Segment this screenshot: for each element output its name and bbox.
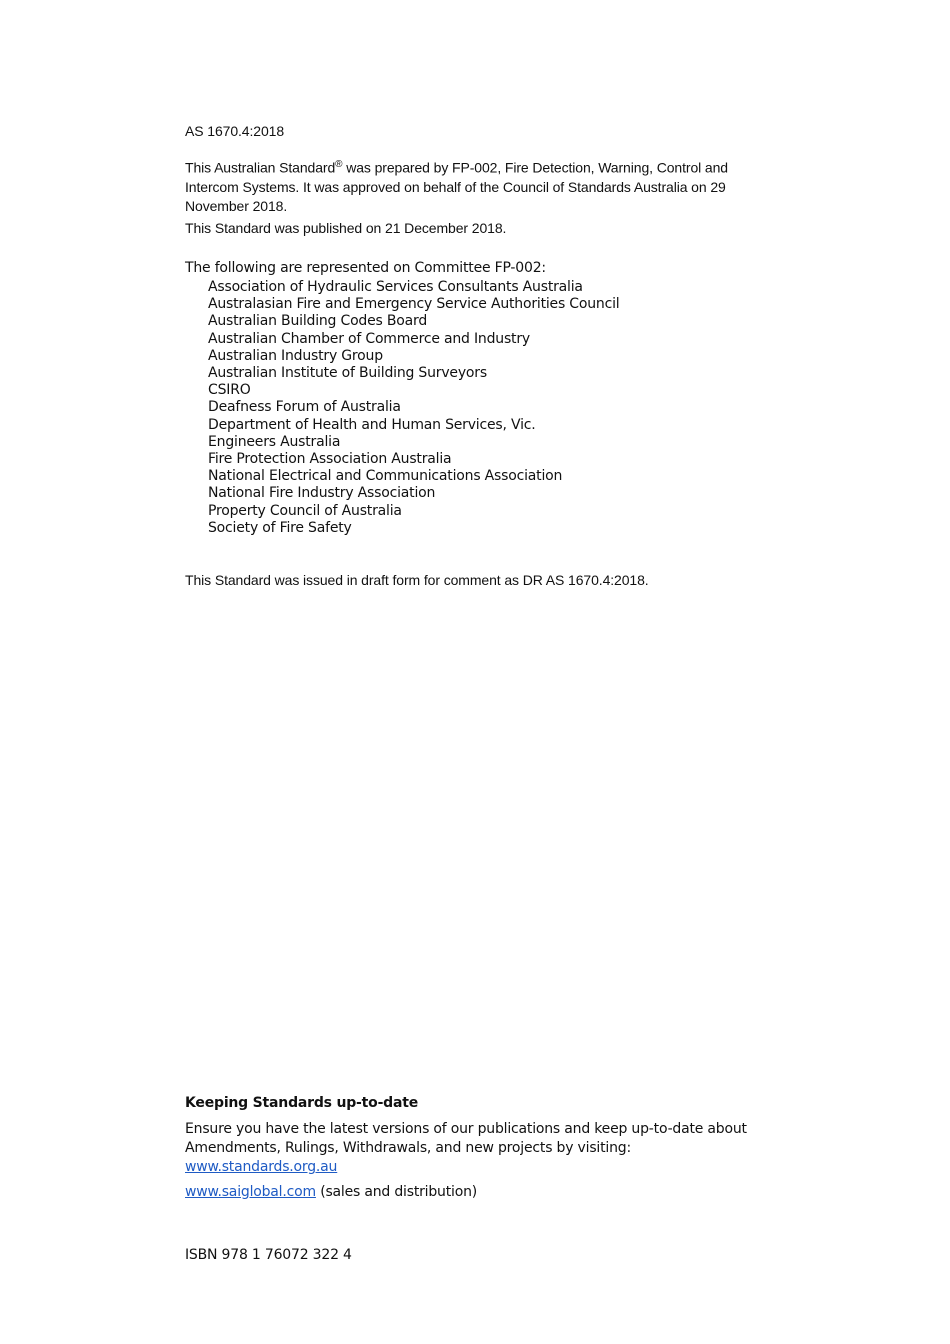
committee-heading: The following are represented on Committee FP-002: bbox=[185, 260, 546, 276]
standards-website-link[interactable]: www.standards.org.au bbox=[185, 1159, 338, 1175]
committee-member-list bbox=[185, 279, 788, 537]
committee-member: Society of Fire Safety bbox=[208, 519, 352, 536]
committee-member: Australasian Fire and Emergency Service Authorities Council bbox=[208, 296, 620, 313]
saiglobal-link-line bbox=[185, 1183, 765, 1201]
committee-member: Deafness Forum of Australia bbox=[208, 399, 401, 416]
committee-member: Australian Chamber of Commerce and Industry bbox=[208, 330, 530, 347]
committee-member: Association of Hydraulic Services Consultants Australia bbox=[208, 279, 583, 295]
committee-member: Department of Health and Human Services, Vic. bbox=[208, 416, 536, 433]
prepared-text-start: This Australian Standard bbox=[185, 159, 336, 176]
draft-statement: This Standard was issued in draft form for comment as DR AS 1670.4:2018. bbox=[185, 572, 649, 588]
isbn-number: ISBN 978 1 76072 322 4 bbox=[185, 1247, 352, 1263]
committee-member: Australian Building Codes Board bbox=[208, 313, 428, 330]
saiglobal-website-link[interactable]: www.saiglobal.com bbox=[185, 1184, 316, 1200]
committee-member: Property Council of Australia bbox=[208, 502, 402, 519]
committee-member: Engineers Australia bbox=[208, 433, 341, 450]
keeping-standards-heading: Keeping Standards up-to-date bbox=[185, 1095, 419, 1111]
committee-member: CSIRO bbox=[208, 382, 251, 399]
saiglobal-note: (sales and distribution) bbox=[315, 1184, 478, 1200]
standards-link-line bbox=[185, 1158, 765, 1176]
committee-member: National Electrical and Communications Association bbox=[208, 468, 563, 485]
registered-mark: ® bbox=[335, 159, 343, 170]
document-code: AS 1670.4:2018 bbox=[185, 123, 285, 139]
committee-member: National Fire Industry Association bbox=[208, 485, 436, 502]
prepared-text-end: was prepared by FP-002, Fire Detection, Warning, Control and Intercom Systems. It was approved on behalf of the Council of Standards Australia on 29 November 2018. bbox=[185, 159, 728, 215]
published-statement: This Standard was published on 21 December 2018. bbox=[185, 220, 507, 236]
committee-member: Fire Protection Association Australia bbox=[208, 451, 452, 468]
committee-member: Australian Institute of Building Surveyors bbox=[208, 365, 487, 382]
keeping-standards-text: Ensure you have the latest versions of our publications and keep up-to-date about Amendments, Rulings, Withdrawals, and new projects by visiting: bbox=[185, 1121, 747, 1156]
prepared-statement bbox=[185, 155, 765, 217]
committee-member: Australian Industry Group bbox=[208, 347, 383, 364]
